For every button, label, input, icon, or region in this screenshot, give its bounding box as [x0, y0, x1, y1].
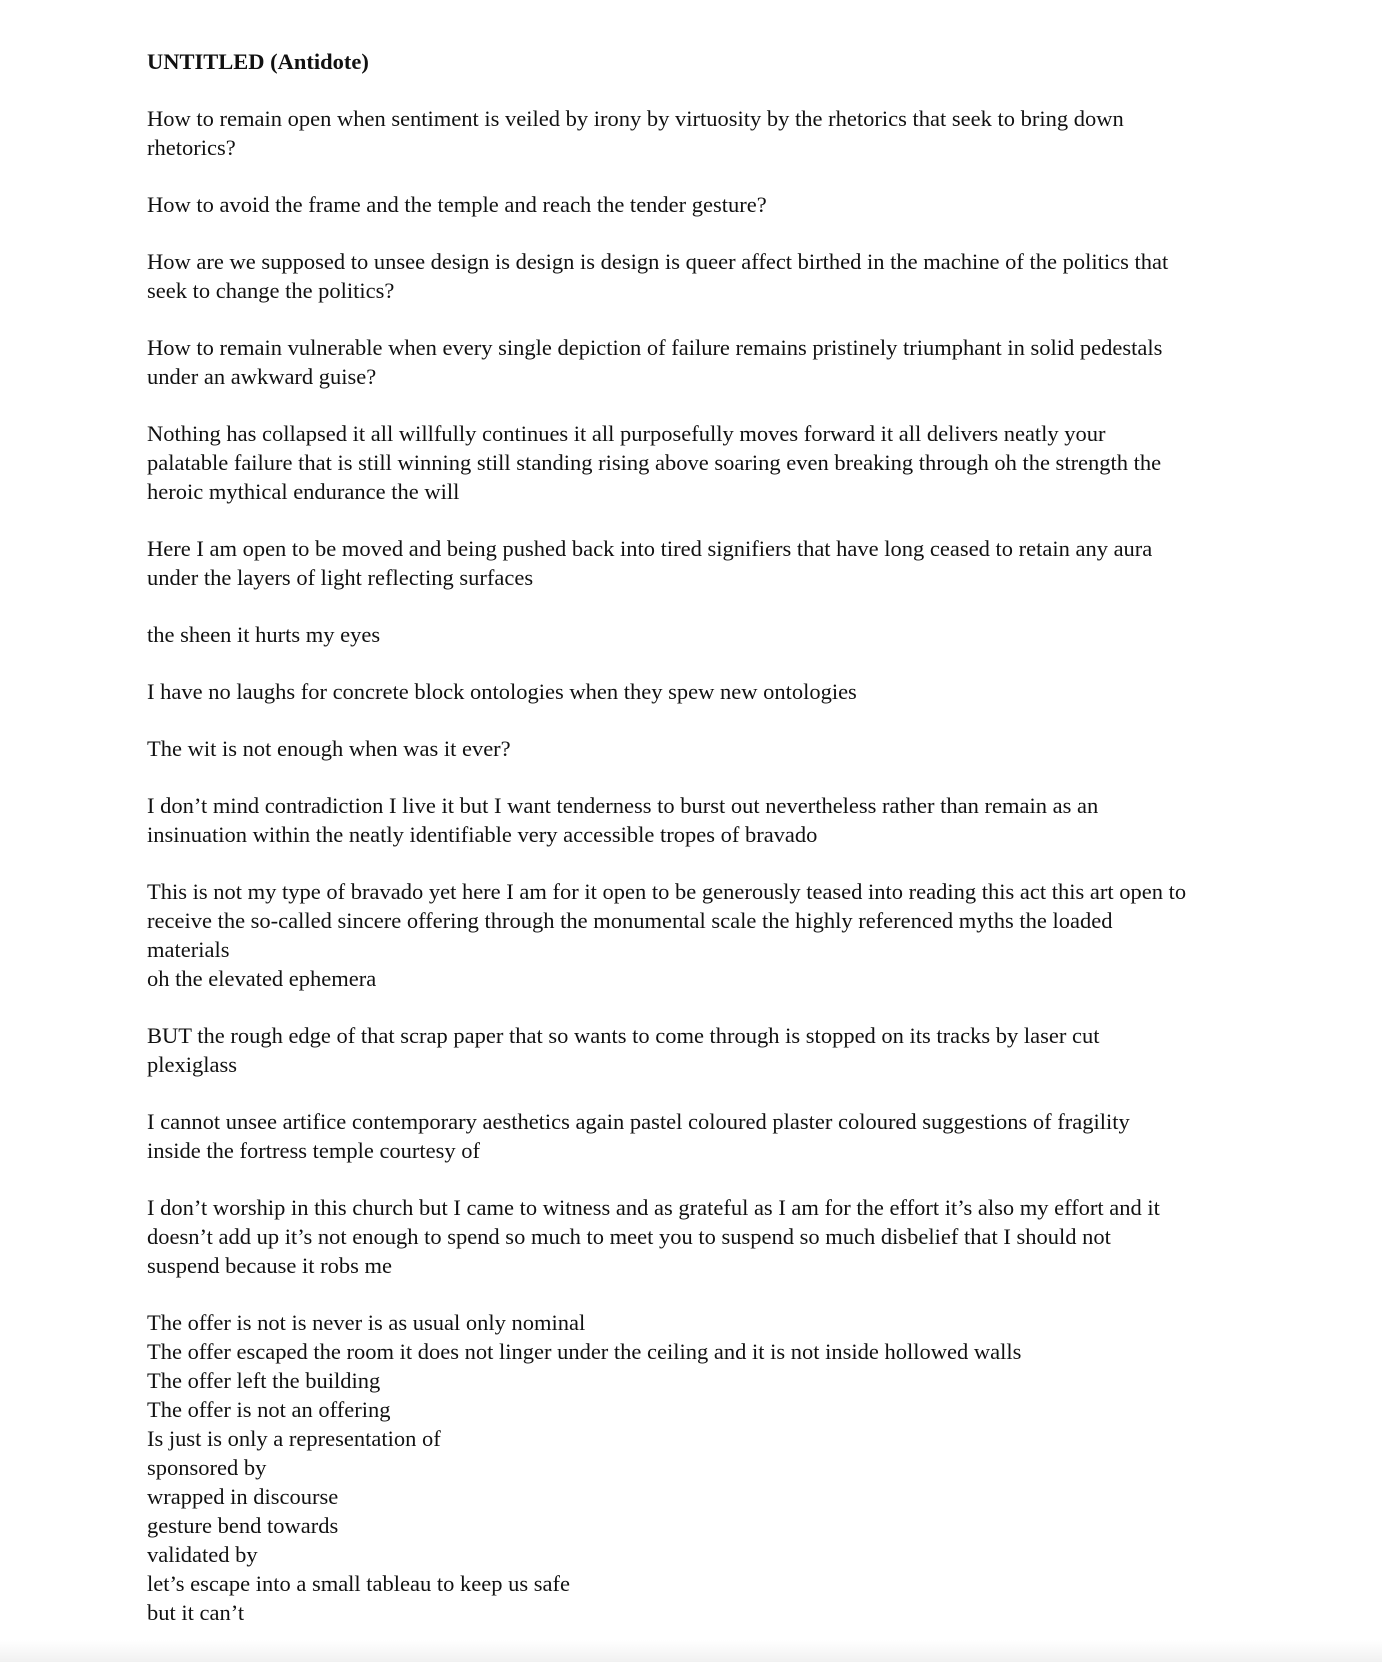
text-line: Nothing has collapsed it all willfully continues it all purposefully moves forward it all delivers neatly your	[147, 421, 1106, 446]
text-line: suspend because it robs me	[147, 1253, 392, 1278]
text-line: the sheen it hurts my eyes	[147, 622, 381, 647]
document-title: UNTITLED (Antidote)	[147, 49, 369, 74]
text-line: inside the fortress temple courtesy of	[147, 1138, 481, 1163]
paragraph	[147, 1021, 1237, 1079]
text-line: receive the so-called sincere offering through the monumental scale the highly referenced myths the loaded	[147, 908, 1113, 933]
text-line: wrapped in discourse	[147, 1484, 339, 1509]
text-line: Here I am open to be moved and being pushed back into tired signifiers that have long ceased to retain any aura	[147, 536, 1153, 561]
paragraph	[147, 791, 1237, 849]
text-line: rhetorics?	[147, 135, 236, 160]
text-line: oh the elevated ephemera	[147, 966, 377, 991]
text-line: but it can’t	[147, 1600, 245, 1625]
text-line: under the layers of light reflecting surfaces	[147, 565, 534, 590]
text-line: validated by	[147, 1542, 258, 1567]
paragraph	[147, 534, 1237, 592]
text-line: seek to change the politics?	[147, 278, 395, 303]
paragraph-list	[147, 104, 1237, 1627]
text-line: The offer is not is never is as usual only nominal	[147, 1310, 586, 1335]
text-line: The offer left the building	[147, 1368, 381, 1393]
text-line: insinuation within the neatly identifiable very accessible tropes of bravado	[147, 822, 818, 847]
paragraph	[147, 620, 1237, 649]
text-line: materials	[147, 937, 230, 962]
paragraph	[147, 1308, 1237, 1627]
paragraph	[147, 104, 1237, 162]
paragraph	[147, 877, 1237, 993]
paragraph	[147, 190, 1237, 219]
paragraph	[147, 1193, 1237, 1280]
text-line: doesn’t add up it’s not enough to spend so much to meet you to suspend so much disbelief that I should not	[147, 1224, 1111, 1249]
paragraph	[147, 333, 1237, 391]
text-line: How to remain open when sentiment is veiled by irony by virtuosity by the rhetorics that seek to bring down	[147, 106, 1124, 131]
text-line: How to avoid the frame and the temple and reach the tender gesture?	[147, 192, 767, 217]
text-line: The wit is not enough when was it ever?	[147, 736, 511, 761]
paragraph	[147, 1107, 1237, 1165]
text-line: I don’t worship in this church but I came to witness and as grateful as I am for the effort it’s also my effort and it	[147, 1195, 1160, 1220]
text-line: How to remain vulnerable when every single depiction of failure remains pristinely triumphant in solid pedestals	[147, 335, 1163, 360]
text-line: The offer escaped the room it does not linger under the ceiling and it is not inside hollowed walls	[147, 1339, 1022, 1364]
page-bottom-edge	[0, 1640, 1382, 1662]
paragraph	[147, 677, 1237, 706]
text-line: BUT the rough edge of that scrap paper that so wants to come through is stopped on its tracks by laser cut	[147, 1023, 1100, 1048]
document-body	[147, 47, 1237, 1655]
text-line: under an awkward guise?	[147, 364, 377, 389]
text-line: I have no laughs for concrete block ontologies when they spew new ontologies	[147, 679, 857, 704]
text-line: let’s escape into a small tableau to keep us safe	[147, 1571, 570, 1596]
paragraph	[147, 419, 1237, 506]
text-line: The offer is not an offering	[147, 1397, 391, 1422]
paragraph	[147, 734, 1237, 763]
text-line: I don’t mind contradiction I live it but I want tenderness to burst out nevertheless rather than remain as an	[147, 793, 1099, 818]
text-line: gesture bend towards	[147, 1513, 339, 1538]
paragraph	[147, 247, 1237, 305]
text-line: palatable failure that is still winning still standing rising above soaring even breaking through oh the strength the	[147, 450, 1162, 475]
text-line: plexiglass	[147, 1052, 237, 1077]
text-line: How are we supposed to unsee design is design is design is queer affect birthed in the machine of the politics that	[147, 249, 1169, 274]
text-line: heroic mythical endurance the will	[147, 479, 460, 504]
text-line: sponsored by	[147, 1455, 267, 1480]
text-line: I cannot unsee artifice contemporary aesthetics again pastel coloured plaster coloured suggestions of fragility	[147, 1109, 1130, 1134]
text-line: Is just is only a representation of	[147, 1426, 441, 1451]
text-line: This is not my type of bravado yet here I am for it open to be generously teased into reading this act this art open to	[147, 879, 1187, 904]
